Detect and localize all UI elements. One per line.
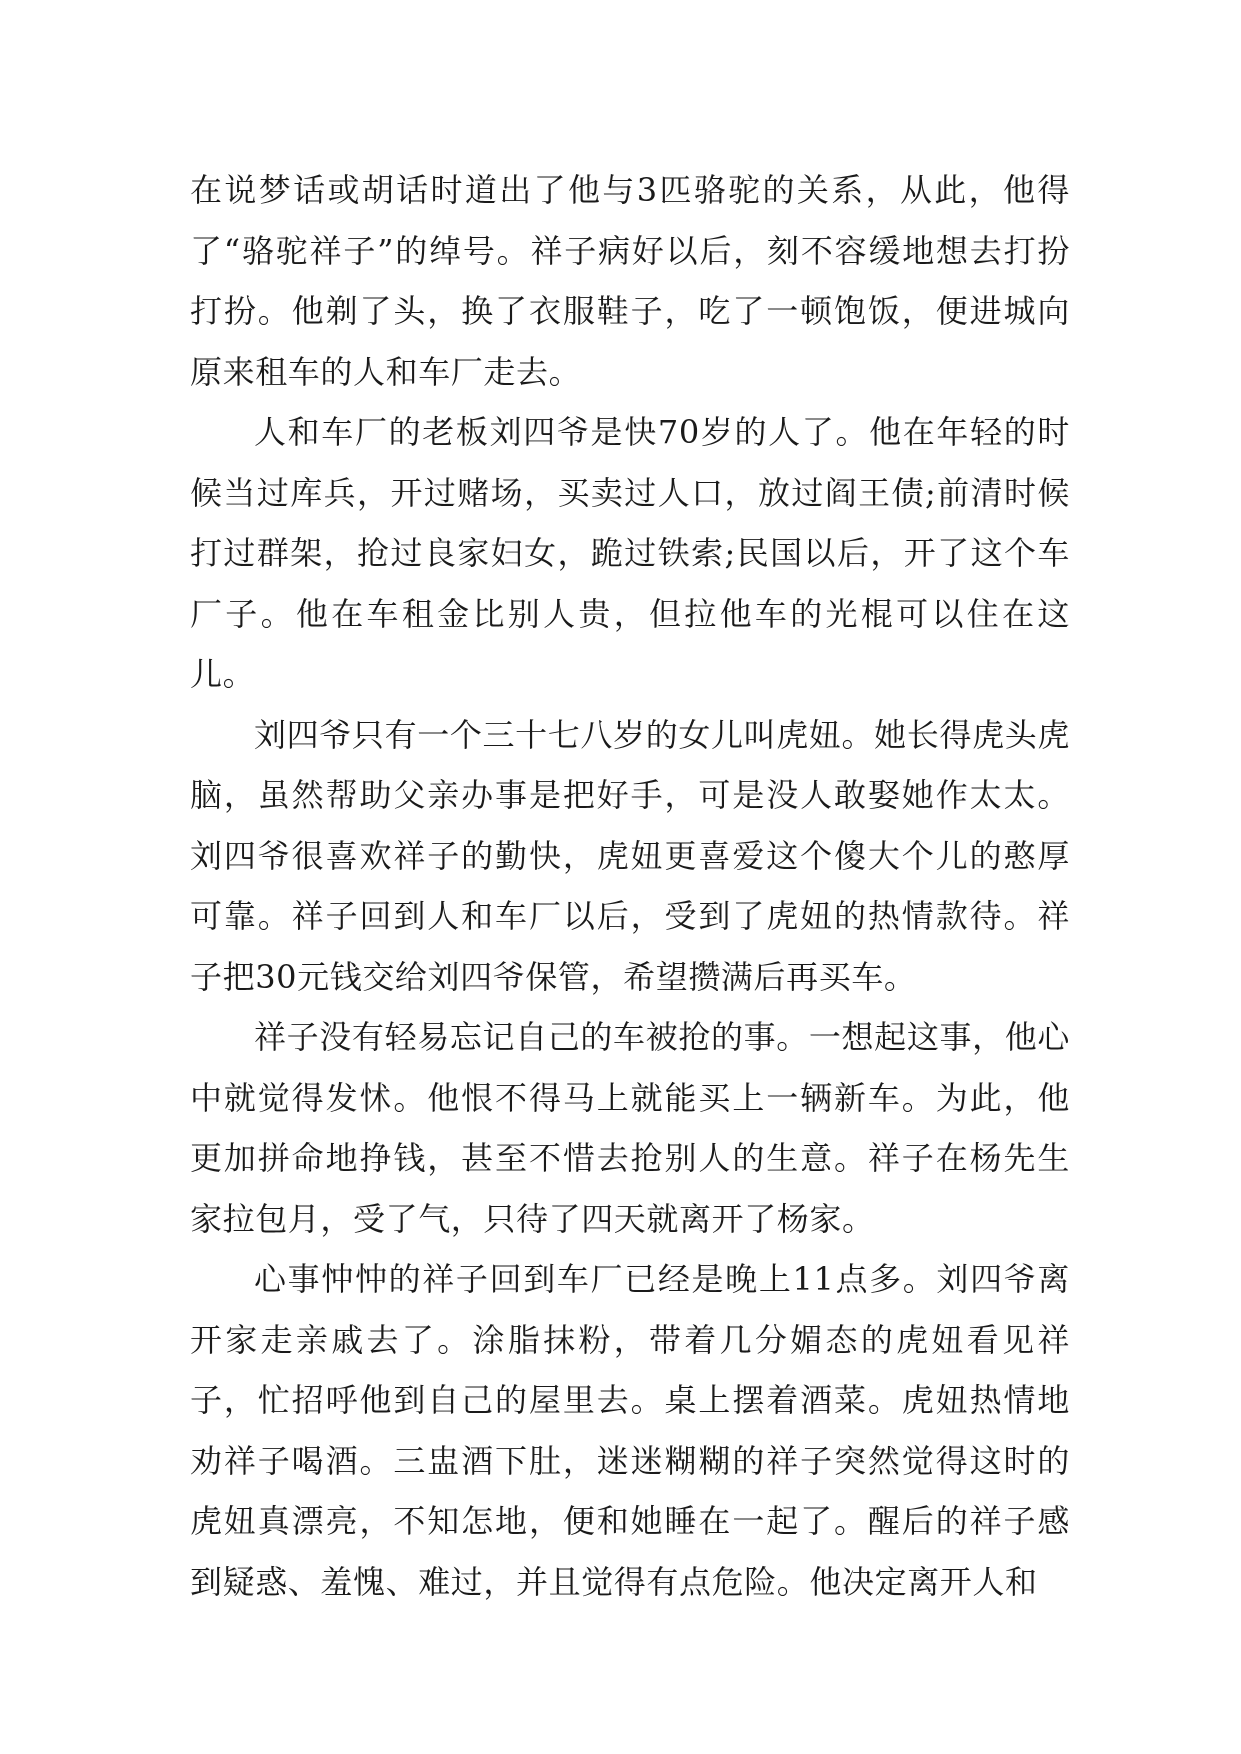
- body-text: [190, 160, 1070, 1612]
- paragraph-2: 人和车厂的老板刘四爷是快70岁的人了。他在年轻的时候当过库兵，开过赌场，买卖过人口，放过阎王债;前清时候打过群架，抢过良家妇女，跪过铁索;民国以后，开了这个车厂子。他在车租金比别人贵，但拉他车的光棍可以住在这儿。: [190, 413, 1070, 693]
- paragraph-1: 在说梦话或胡话时道出了他与3匹骆驼的关系，从此，他得了“骆驼祥子”的绰号。祥子病好以后，刻不容缓地想去打扮打扮。他剃了头，换了衣服鞋子，吃了一顿饱饭，便进城向原来租车的人和车厂走去。: [190, 171, 1070, 391]
- paragraph-5: 心事忡忡的祥子回到车厂已经是晚上11点多。刘四爷离开家走亲戚去了。涂脂抹粉，带着几分媚态的虎妞看见祥子，忙招呼他到自己的屋里去。桌上摆着酒菜。虎妞热情地劝祥子喝酒。三盅酒下肚，迷迷糊糊的祥子突然觉得这时的虎妞真漂亮，不知怎地，便和她睡在一起了。醒后的祥子感到疑惑、羞愧、难过，并且觉得有点危险。他决定离开人和: [190, 1260, 1070, 1601]
- paragraph-4: 祥子没有轻易忘记自己的车被抢的事。一想起这事，他心中就觉得发怵。他恨不得马上就能买上一辆新车。为此，他更加拼命地挣钱，甚至不惜去抢别人的生意。祥子在杨先生家拉包月，受了气，只待了四天就离开了杨家。: [190, 1018, 1070, 1238]
- paragraph-3: 刘四爷只有一个三十七八岁的女儿叫虎妞。她长得虎头虎脑，虽然帮助父亲办事是把好手，可是没人敢娶她作太太。刘四爷很喜欢祥子的勤快，虎妞更喜爱这个傻大个儿的憨厚可靠。祥子回到人和车厂以后，受到了虎妞的热情款待。祥子把30元钱交给刘四爷保管，希望攒满后再买车。: [190, 715, 1070, 996]
